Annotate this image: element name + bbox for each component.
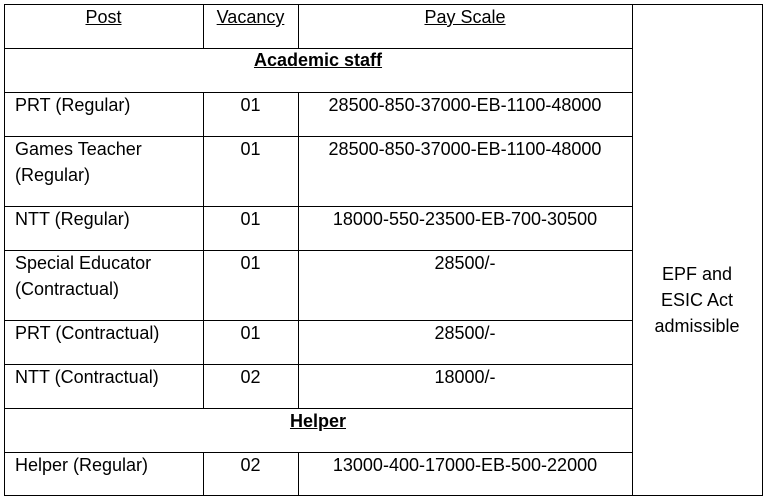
- pay-scale-cell: 18000/-: [434, 367, 496, 387]
- pay-scale-cell: 13000-400-17000-EB-500-22000: [332, 455, 598, 475]
- note-line: EPF and: [661, 264, 733, 284]
- post-cell-line2: (Regular): [15, 165, 91, 185]
- vacancy-cell: 01: [240, 139, 261, 159]
- pay-scale-cell: 18000-550-23500-EB-700-30500: [332, 209, 598, 229]
- pay-scale-cell: 28500-850-37000-EB-1100-48000: [328, 95, 602, 115]
- pay-scale-cell: 28500-850-37000-EB-1100-48000: [328, 139, 602, 159]
- post-cell: NTT (Regular): [15, 209, 130, 229]
- border-bottom: [4, 495, 763, 496]
- header-vacancy: Vacancy: [216, 7, 285, 27]
- vacancy-cell: 02: [240, 367, 261, 387]
- pay-scale-cell: 28500/-: [434, 323, 496, 343]
- border-right: [762, 4, 763, 496]
- post-cell: Special Educator: [15, 253, 152, 273]
- vacancy-cell: 01: [240, 95, 261, 115]
- pay-scale-cell: 28500/-: [434, 253, 496, 273]
- vacancy-cell: 02: [240, 455, 261, 475]
- note-line: admissible: [654, 316, 740, 336]
- vacancy-cell: 01: [240, 209, 261, 229]
- section-helper: Helper: [289, 411, 347, 431]
- vacancy-cell: 01: [240, 253, 261, 273]
- post-cell-line2: (Contractual): [15, 279, 120, 299]
- header-pay-scale: Pay Scale: [424, 7, 506, 27]
- post-cell: PRT (Regular): [15, 95, 131, 115]
- post-cell: Helper (Regular): [15, 455, 149, 475]
- note-line: ESIC Act: [660, 290, 734, 310]
- post-cell: NTT (Contractual): [15, 367, 159, 387]
- section-academic-staff: Academic staff: [253, 50, 383, 70]
- post-cell: PRT (Contractual): [15, 323, 160, 343]
- header-post: Post: [85, 7, 122, 27]
- post-cell: Games Teacher: [15, 139, 142, 159]
- vacancy-cell: 01: [240, 323, 261, 343]
